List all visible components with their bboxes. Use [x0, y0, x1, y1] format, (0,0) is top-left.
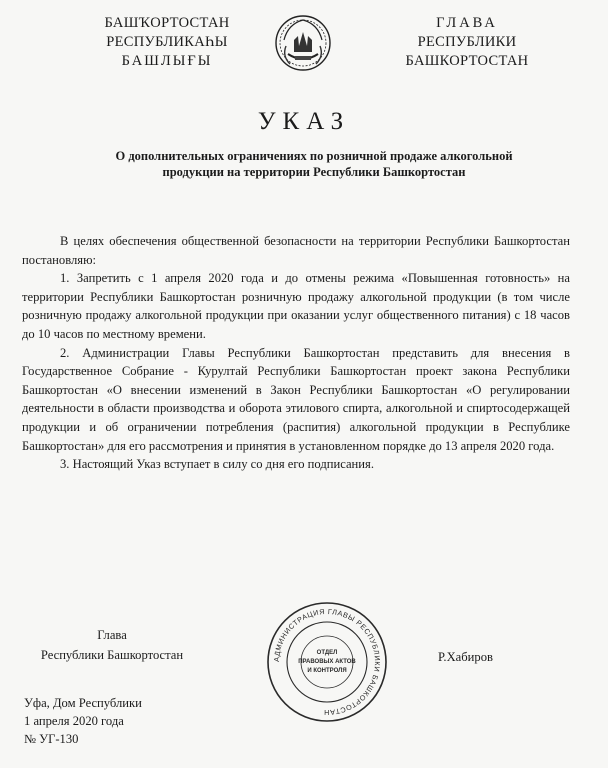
stamp-center-line-2: ПРАВОВЫХ АКТОВ	[298, 659, 356, 665]
header-russian-title	[378, 14, 556, 71]
preamble-paragraph: В целях обеспечения общественной безопасности на территории Республики Башкортостан постановляю:	[22, 234, 570, 267]
stamp-center-line-1: ОТДЕЛ	[316, 650, 338, 656]
header-right-line-1: ГЛАВА	[436, 15, 498, 31]
header-right-line-3: БАШКОРТОСТАН	[405, 53, 529, 69]
clause-3-paragraph: 3. Настоящий Указ вступает в силу со дня его подписания.	[60, 457, 374, 472]
document-title: УКАЗ	[257, 108, 351, 135]
signatory-position-line-1: Глава	[97, 628, 127, 642]
stamp-ring-text: АДМИНИСТРАЦИЯ ГЛАВЫ РЕСПУБЛИКИ БАШКОРТОСТАН	[271, 606, 383, 718]
header-left-line-3: БАШЛЫҒЫ	[121, 53, 213, 69]
document-subtitle	[70, 148, 558, 180]
stamp-center-line-3: И КОНТРОЛЯ	[307, 668, 347, 674]
footer-place: Уфа, Дом Республики	[24, 696, 142, 710]
header-left-line-1: БАШҠОРТОСТАН	[104, 15, 230, 31]
signatory-position-line-2: Республики Башкортостан	[40, 648, 184, 662]
header-right-line-2: РЕСПУБЛИКИ	[417, 34, 517, 50]
clause-1-paragraph: 1. Запретить с 1 апреля 2020 года и до отмены режима «Повышенная готовность» на территории Республики Башкортостан розничную продажу алкогольной продукции (в том числе розничную продажу алкогольной продукции при оказании услуг общественного питания) с 18 часов до 10 часов по местному времени.	[22, 271, 570, 341]
decree-body	[22, 232, 570, 474]
official-stamp	[265, 600, 389, 724]
footer-date: 1 апреля 2020 года	[24, 714, 124, 728]
footer-number: № УГ-130	[24, 732, 79, 746]
document-footer	[24, 694, 142, 748]
signatory-name: Р.Хабиров	[438, 650, 493, 664]
header-left-line-2: РЕСПУБЛИКАҺЫ	[106, 34, 228, 50]
subtitle-line-1: О дополнительных ограничениях по розничной продаже алкогольной	[115, 149, 513, 163]
header-bashkir-title	[78, 14, 256, 71]
signatory-position	[24, 625, 200, 665]
subtitle-line-2: продукции на территории Республики Башкортостан	[162, 165, 466, 179]
coat-of-arms-icon	[272, 10, 334, 76]
clause-2-paragraph: 2. Администрации Главы Республики Башкортостан представить для внесения в Государственное Собрание - Курултай Республики Башкортостан проект закона Республики Башкортостан «О внесении изменений в Закон Республики Башкортостан «О регулировании деятельности в области производства и оборота этилового спирта, алкогольной и спиртосодержащей продукции и об ограничении потребления (распития) алкогольной продукции в Республике Башкортостан» для его рассмотрения и принятия в установленном порядке до 13 апреля 2020 года.	[22, 345, 570, 453]
